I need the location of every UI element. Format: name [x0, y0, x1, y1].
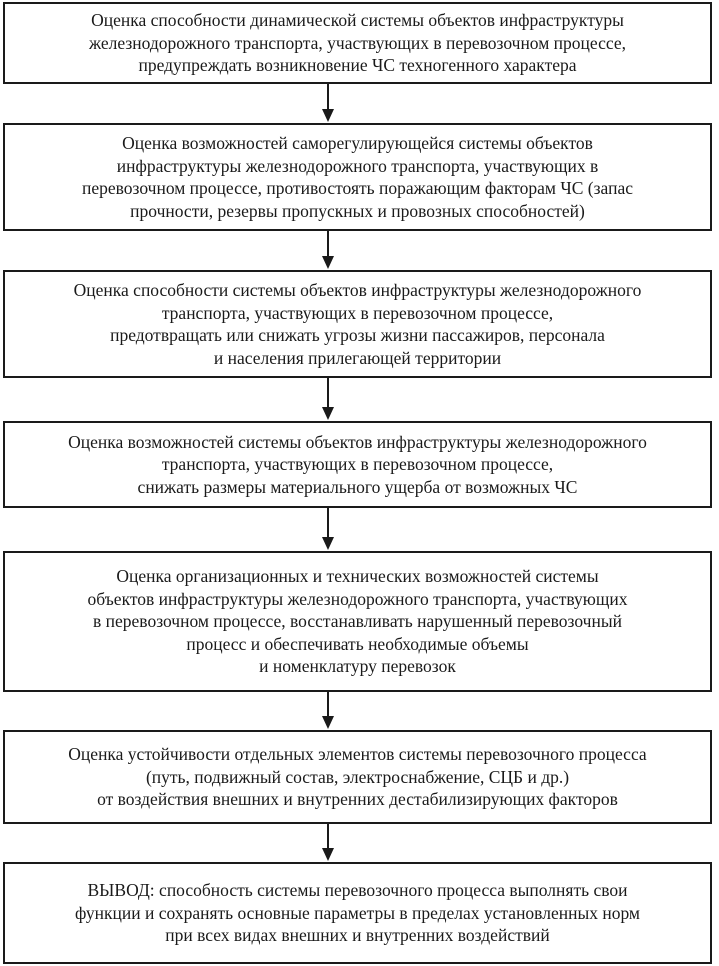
- box-4-line-1: Оценка возможностей системы объектов инфраструктуры железнодорожного: [68, 431, 647, 452]
- flow-arrow-5: [322, 692, 334, 729]
- flow-box-5: [3, 551, 712, 692]
- conclusion-line-3: при всех видах внешних и внутренних воздействий: [165, 925, 550, 946]
- box-3-line-4: и населения прилегающей территории: [213, 347, 502, 368]
- box-2-line-3: перевозочном процессе, противостоять поражающим факторам ЧС (запас: [82, 178, 633, 198]
- box-5-line-4: процесс и обеспечивать необходимые объемы: [186, 633, 529, 654]
- box-2-line-4: прочности, резервы пропускных и провозных способностей): [130, 200, 585, 221]
- box-2-line-1: Оценка возможностей саморегулирующейся системы объектов: [122, 133, 593, 153]
- conclusion-line-1: ВЫВОД: способность системы перевозочного процесса выполнять свои: [87, 880, 628, 901]
- box-4-line-3: снижать размеры материального ущерба от возможных ЧС: [137, 476, 578, 497]
- box-3-line-1: Оценка способности системы объектов инфраструктуры железнодорожного: [73, 280, 642, 300]
- flow-arrow-1: [322, 84, 334, 122]
- flow-arrow-6: [322, 824, 334, 861]
- box-6-line-1: Оценка устойчивости отдельных элементов системы перевозочного процесса: [68, 744, 647, 765]
- box-1-line-2: железнодорожного транспорта, участвующих в перевозочном процессе,: [88, 32, 626, 53]
- box-3-line-3: предотвращать или снижать угрозы жизни пассажиров, персонала: [110, 325, 605, 345]
- box-3-line-2: транспорта, участвующих в перевозочном процессе,: [161, 302, 554, 323]
- box-6-line-3: от воздействия внешних и внутренних дестабилизирующих факторов: [97, 789, 618, 810]
- box-5-line-3: в перевозочном процессе, восстанавливать нарушенный перевозочный: [93, 611, 622, 632]
- box-5-line-1: Оценка организационных и технических возможностей системы: [116, 566, 599, 587]
- flow-arrow-3: [322, 378, 334, 420]
- box-2-line-2: инфраструктуры железнодорожного транспорта, участвующих в: [116, 155, 599, 176]
- flow-box-3: [3, 270, 712, 378]
- flow-box-6: [3, 730, 712, 824]
- box-4-line-2: транспорта, участвующих в перевозочном процессе,: [161, 454, 554, 475]
- conclusion-line-2: функции и сохранять основные параметры в пределах установленных норм: [75, 902, 640, 923]
- flow-arrow-4: [322, 508, 334, 550]
- box-1-line-1: Оценка способности динамической системы объектов инфраструктуры: [91, 10, 624, 31]
- conclusion-box: [3, 862, 712, 964]
- box-6-line-2: (путь, подвижный состав, электроснабжение, СЦБ и др.): [145, 766, 570, 787]
- box-5-line-5: и номенклатуру перевозок: [259, 656, 456, 677]
- flow-box-4: [3, 421, 712, 508]
- box-5-line-2: объектов инфраструктуры железнодорожного транспорта, участвующих: [87, 588, 628, 609]
- flow-box-2: [3, 123, 712, 231]
- flow-arrow-2: [322, 231, 334, 269]
- box-1-line-3: предупреждать возникновение ЧС техногенного характера: [138, 55, 577, 76]
- flow-box-1: [3, 2, 712, 84]
